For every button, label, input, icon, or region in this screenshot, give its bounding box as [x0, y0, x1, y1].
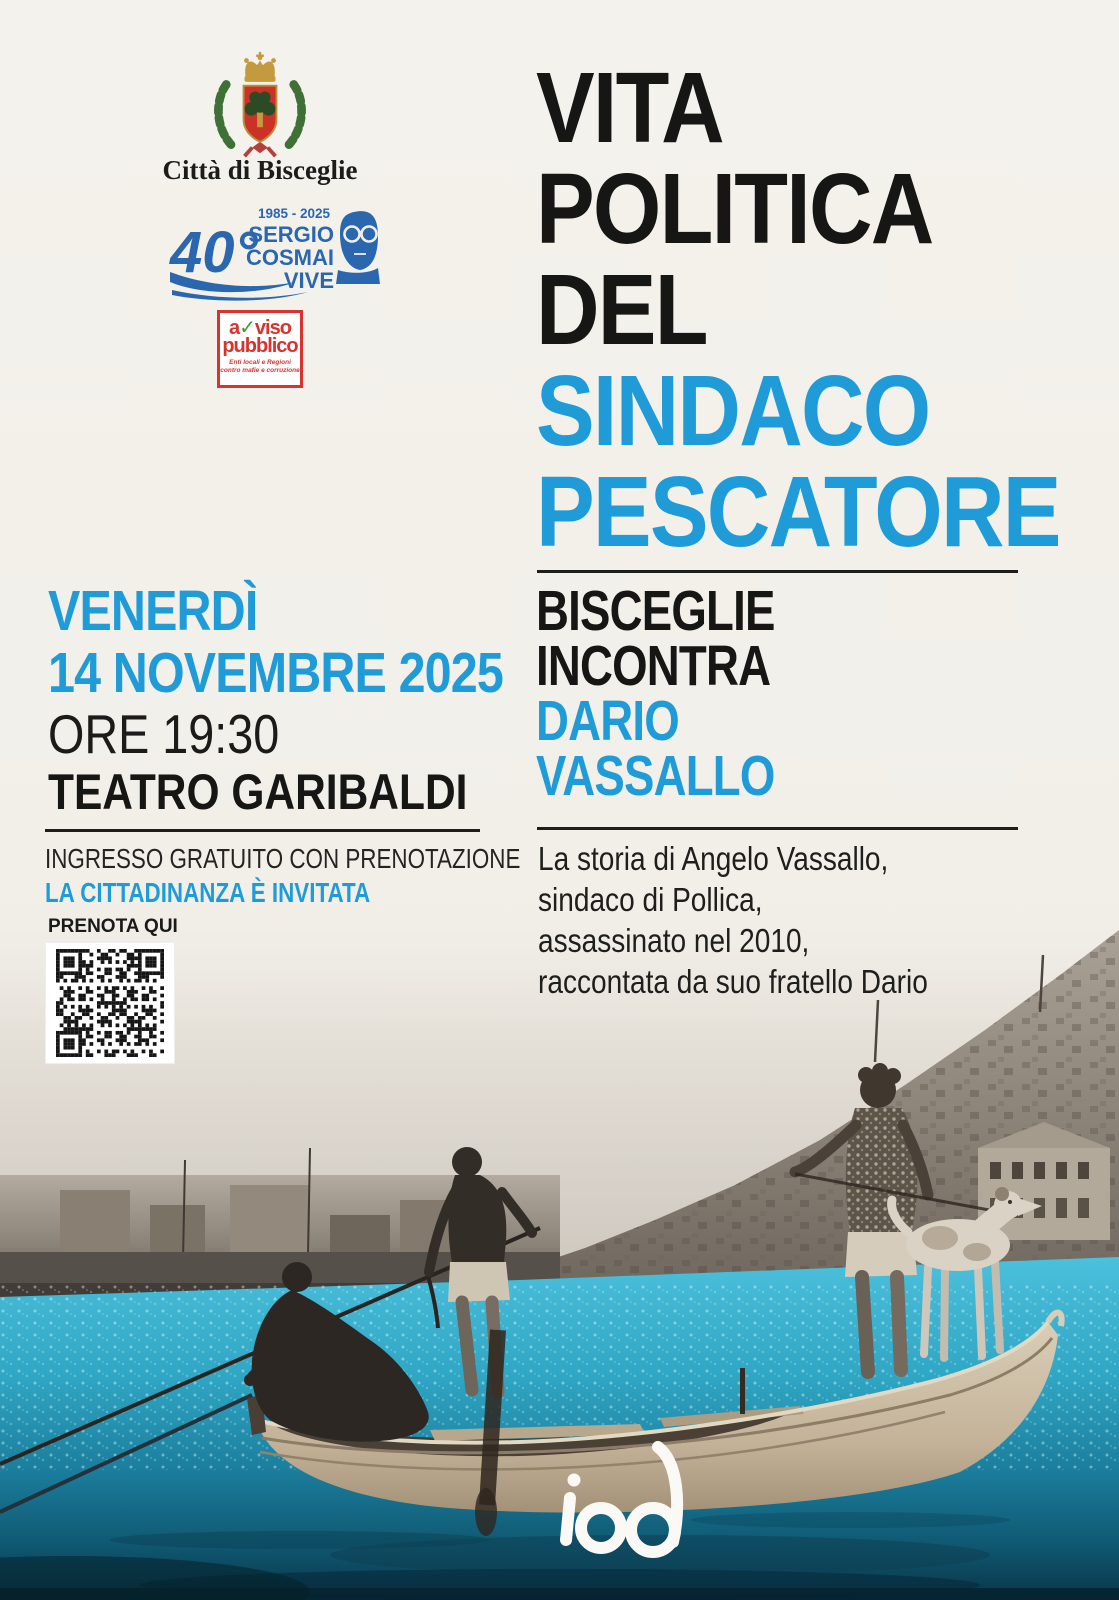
description-line-2: sindaco di Pollica,: [538, 881, 763, 918]
laurel-left: [218, 81, 231, 145]
crown-pearl: [271, 58, 276, 63]
title-line-4: SINDACO: [536, 355, 930, 467]
event-date: 14 NOVEMBRE 2025: [48, 641, 503, 705]
subtitle-line-3: DARIO: [536, 689, 679, 753]
bisceglie-crest-icon: [202, 48, 318, 162]
cosmai-name-line3: VIVE: [283, 268, 334, 293]
admission-block: [45, 842, 639, 910]
qr-code: [56, 949, 164, 1057]
cosmai-face-icon: [336, 211, 380, 284]
avviso-a: a: [229, 317, 240, 339]
divider-top: [537, 570, 1018, 573]
subtitle-line-1: BISCEGLIE: [536, 579, 775, 643]
avviso-tagline-1: Enti locali e Regioni: [229, 359, 291, 366]
divider-description: [537, 827, 1018, 830]
event-venue: TEATRO GARIBALDI: [48, 764, 468, 820]
boy-leg: [862, 1277, 868, 1372]
ribbon-bow: [252, 142, 267, 154]
event-details: [48, 580, 583, 821]
boy-leg: [897, 1277, 901, 1370]
tree-foliage: [245, 102, 259, 116]
tree-foliage: [262, 102, 276, 116]
sergio-cosmai-logo: [168, 198, 380, 303]
oar-blade: [475, 1488, 497, 1536]
tree-trunk: [257, 112, 263, 127]
crown: [245, 61, 275, 77]
anniversary-number: 40°: [170, 220, 258, 285]
dog-ear: [995, 1187, 1009, 1201]
description-line-4: raccontata da suo fratello Dario: [538, 963, 928, 1000]
avviso-word-bottom: pubblico: [222, 335, 298, 357]
tiller-stick: [740, 1368, 745, 1414]
crest-caption: Città di Bisceglie: [162, 155, 358, 185]
title-line-3: DEL: [536, 254, 707, 366]
title-line-2: POLITICA: [536, 153, 933, 265]
description-line-3: assassinato nel 2010,: [538, 922, 810, 959]
boy-shorts: [448, 1262, 510, 1302]
oar: [487, 1330, 498, 1505]
subtitle-line-2: INCONTRA: [536, 634, 771, 698]
main-title: [536, 52, 1119, 568]
subtitle-line-4: VASSALLO: [536, 744, 775, 808]
event-time: ORE 19:30: [48, 703, 280, 765]
qr-code-panel: [45, 942, 175, 1064]
event-day: VENERDÌ: [48, 579, 258, 643]
avviso-tagline-2: contro mafie e corruzione: [220, 366, 300, 374]
cosmai-name-line1: SERGIO: [248, 222, 334, 247]
admission-note: INGRESSO GRATUITO CON PRENOTAZIONE: [45, 843, 521, 874]
crown-pearl: [244, 58, 249, 63]
crown-pearl: [258, 55, 263, 60]
booking-label: PRENOTA QUI: [48, 916, 178, 937]
title-line-1: VITA: [536, 52, 723, 164]
avviso-pubblico-logo: [217, 310, 303, 388]
boy-shorts: [845, 1232, 917, 1277]
green-check-icon: ✓: [239, 317, 255, 339]
cosmai-name-line2: COSMAI: [246, 245, 334, 270]
avviso-viso: viso: [254, 317, 291, 339]
title-line-5: PESCATORE: [536, 456, 1060, 568]
invitation-note: LA CITTADINANZA È INVITATA: [45, 877, 371, 908]
anniversary-years: 1985 - 2025: [257, 206, 330, 221]
avviso-tagline: [220, 359, 300, 374]
divider-left: [45, 829, 480, 832]
dog-eye: [1008, 1200, 1012, 1204]
description-line-1: La storia di Angelo Vassallo,: [538, 840, 889, 877]
laurel-right: [289, 81, 302, 145]
tree-foliage: [259, 91, 271, 103]
crown-base: [245, 76, 276, 82]
